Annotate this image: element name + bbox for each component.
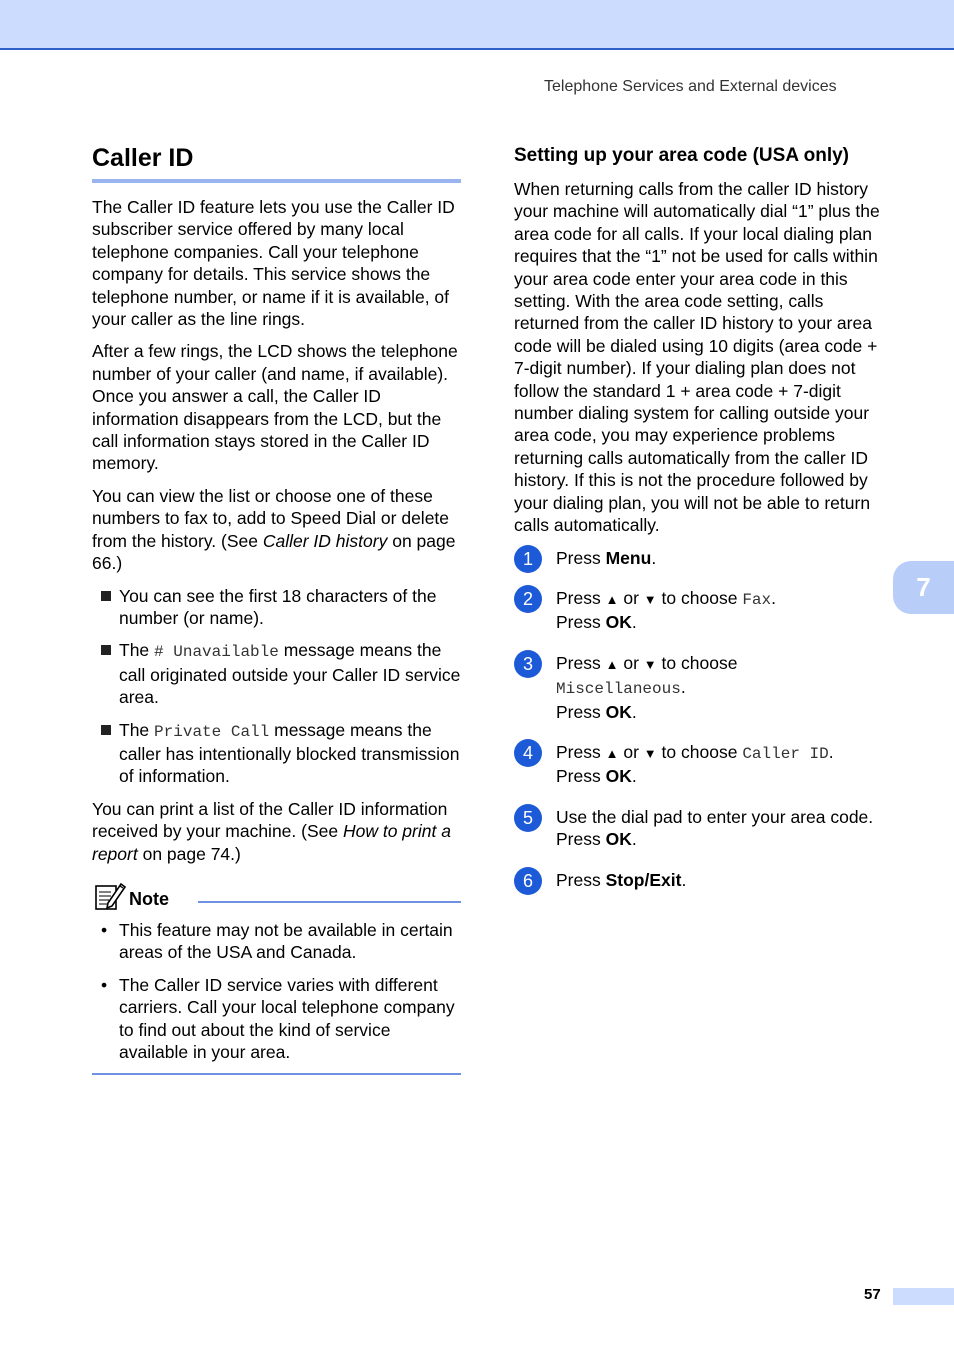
note-divider (198, 901, 461, 903)
code-unavailable: # Unavailable (154, 643, 279, 662)
right-column (514, 144, 886, 909)
step-number-badge: 6 (514, 867, 542, 895)
link-caller-id-history[interactable]: Caller ID history (262, 530, 388, 551)
paragraph-intro: The Caller ID feature lets you use the Caller ID subscriber service offered by many local telephone companies. Call your telephone company for details. This service shows the telephone number, or name if it is available, of your caller as the line rings. (92, 197, 455, 330)
square-bullet-icon (101, 725, 111, 735)
up-arrow-icon: ▲ (605, 745, 619, 761)
step-1: 1 Press Menu. (514, 547, 886, 569)
note-title: Note (129, 888, 169, 909)
running-header: Telephone Services and External devices (544, 78, 837, 95)
key-ok: OK (605, 829, 632, 850)
footer-band (893, 1288, 954, 1305)
code-private-call: Private Call (154, 722, 270, 741)
step-list (514, 547, 886, 891)
section-title: Caller ID (92, 140, 461, 183)
header-band (0, 0, 954, 50)
list-item: The # Unavailable message means the call originated outside your Caller ID service area. (92, 639, 461, 708)
step-number-badge: 2 (514, 585, 542, 613)
page-number: 57 (864, 1286, 881, 1303)
square-bullet-icon (101, 645, 111, 655)
list-item: • The Caller ID service varies with different carriers. Call your local telephone company to find out about the kind of service available in your area. (101, 974, 455, 1062)
bullet-list (92, 585, 461, 788)
step-6: 6 Press Stop/Exit. (514, 869, 886, 891)
list-item: The Private Call message means the caller has intentionally blocked transmission of information. (92, 719, 461, 788)
down-arrow-icon: ▼ (643, 591, 657, 607)
step-2: 2 Press ▲ or ▼ to choose Fax. Press OK. (514, 587, 886, 634)
note-end-divider (92, 1073, 461, 1075)
step-number-badge: 1 (514, 545, 542, 573)
step-number-badge: 4 (514, 739, 542, 767)
code-caller-id: Caller ID (742, 744, 829, 763)
up-arrow-icon: ▲ (605, 656, 619, 672)
left-column (92, 140, 461, 1075)
dot-bullet-icon: • (101, 919, 108, 940)
dot-bullet-icon: • (101, 974, 108, 995)
key-ok: OK (605, 701, 632, 722)
code-miscellaneous: Miscellaneous (556, 680, 681, 699)
step-number-badge: 5 (514, 804, 542, 832)
key-menu: Menu (605, 547, 652, 568)
link-how-to-print-report[interactable]: How to print a report (92, 821, 451, 864)
step-number-badge: 3 (514, 650, 542, 678)
key-ok: OK (605, 766, 632, 787)
key-stop-exit: Stop/Exit (605, 869, 682, 890)
paragraph-print: You can print a list of the Caller ID information received by your machine. (See How to print a report on page 74.) (92, 798, 451, 864)
step-5: 5 Use the dial pad to enter your area code. Press OK. (514, 806, 886, 851)
list-item: You can see the first 18 characters of the number (or name). (92, 585, 461, 630)
down-arrow-icon: ▼ (643, 745, 657, 761)
paragraph-area-code: When returning calls from the caller ID history your machine will automatically dial “1” plus the area code for all calls. If your local dialing plan requires that the “1” not be used for calls within your area code enter your area code in this setting. With the area code setting, calls returned from the caller ID history to your area code will be dialed using 10 digits (area code + 7-digit number). If your dialing plan does not follow the standard 1 + area code + 7-digit number dialing system for calling outside your area code, you may experience problems returning calls automatically from the caller ID history. If this is not the procedure followed by your dialing plan, you will not be able to return calls automatically. (514, 179, 880, 536)
step-3: 3 Press ▲ or ▼ to choose Miscellaneous. Press OK. (514, 652, 886, 723)
note-pencil-icon (94, 881, 126, 911)
code-fax: Fax (742, 590, 772, 609)
square-bullet-icon (101, 591, 111, 601)
step-4: 4 Press ▲ or ▼ to choose Caller ID. Press OK. (514, 741, 886, 788)
note-list (92, 919, 461, 1063)
up-arrow-icon: ▲ (605, 591, 619, 607)
paragraph-history: You can view the list or choose one of these numbers to fax to, add to Speed Dial or delete from the history. (See Caller ID history on page 66.) (92, 485, 456, 574)
chapter-tab: 7 (893, 561, 954, 614)
paragraph-lcd: After a few rings, the LCD shows the telephone number of your caller (and name, if available). Once you answer a call, the Caller ID information disappears from the LCD, but the call information stays stored in the Caller ID memory. (92, 341, 458, 474)
subsection-title: Setting up your area code (USA only) (514, 145, 850, 166)
key-ok: OK (605, 612, 632, 633)
note-header (92, 881, 461, 915)
down-arrow-icon: ▼ (643, 656, 657, 672)
list-item: • This feature may not be available in certain areas of the USA and Canada. (101, 919, 453, 963)
